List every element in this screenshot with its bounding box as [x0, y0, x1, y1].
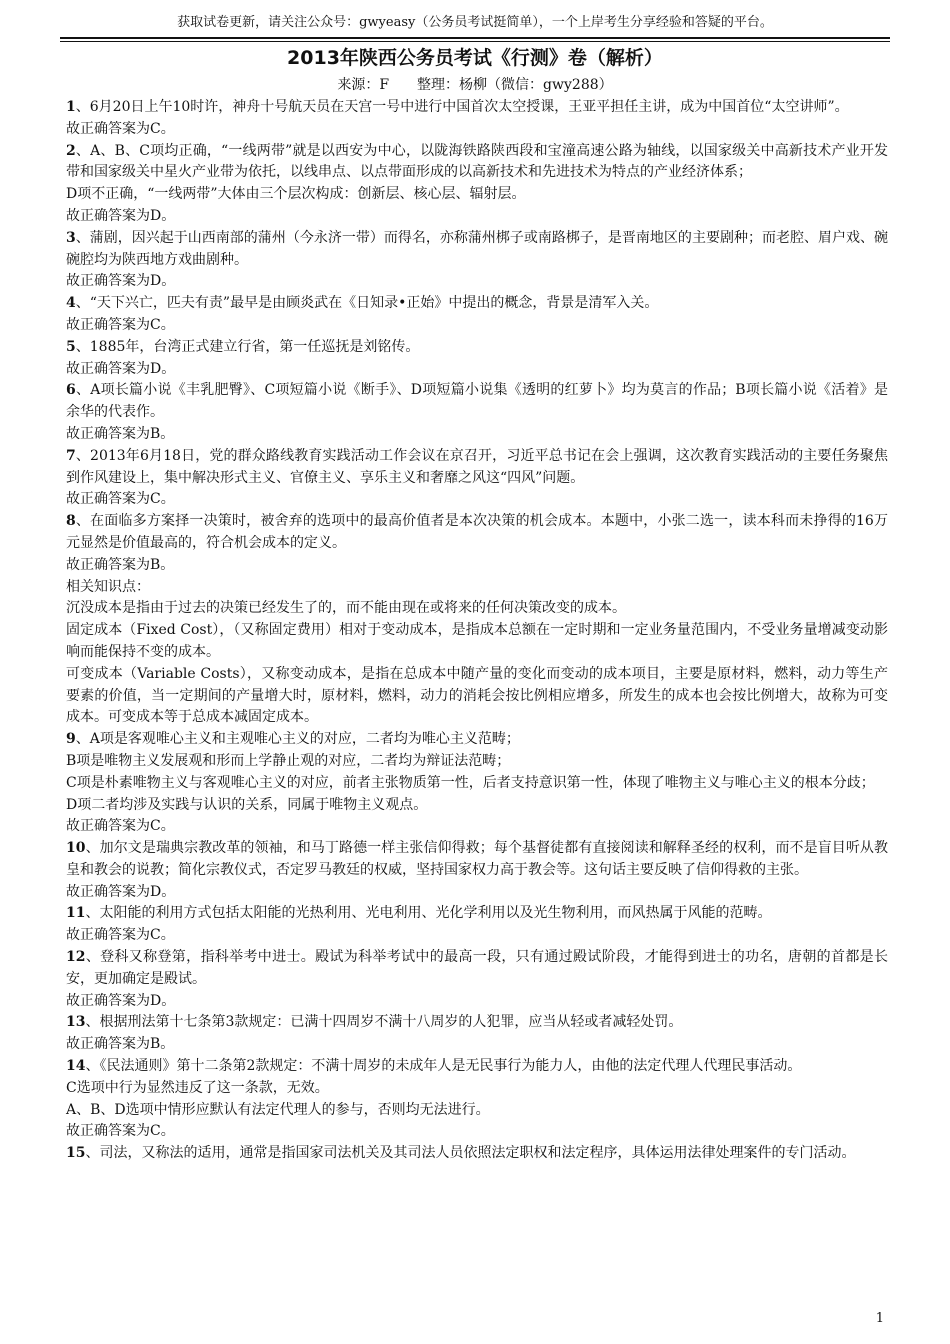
body-paragraph: [66, 991, 888, 1013]
paragraph-text: 相关知识点：: [66, 578, 150, 595]
question-number: 4: [66, 295, 76, 312]
body-paragraph: [66, 271, 888, 293]
paragraph-text: 故正确答案为B。: [66, 1036, 175, 1053]
body-paragraph: [66, 577, 888, 599]
paragraph-text: 故正确答案为C。: [66, 491, 175, 508]
paragraph-text: 、根据刑法第十七条第3款规定：已满十四周岁不满十八周岁的人犯罪，应当从轻或者减轻处罚。: [85, 1014, 683, 1031]
paragraph-text: 、司法，又称法的适用，通常是指国家司法机关及其司法人员依照法定职权和法定程序，具体运用法律处理案件的专门活动。: [85, 1145, 856, 1162]
paragraph-text: 故正确答案为D。: [66, 883, 176, 900]
question-number: 5: [66, 338, 76, 355]
body-paragraph: [66, 925, 888, 947]
document-title: 2013年陕西公务员考试《行测》卷（解析）: [287, 47, 663, 69]
paragraph-text: 、太阳能的利用方式包括太阳能的光热利用、光电利用、光化学利用以及光生物利用，而风热属于风能的范畴。: [85, 905, 772, 922]
question-paragraph: [66, 903, 888, 925]
question-paragraph: [66, 97, 888, 119]
question-number: 13: [66, 1014, 86, 1031]
paragraph-text: 故正确答案为D。: [66, 992, 176, 1009]
paragraph-text: B项是唯物主义发展观和形而上学静止观的对应，二者均为辩证法范畴；: [66, 752, 511, 769]
question-paragraph: [66, 228, 888, 272]
paragraph-text: 、“天下兴亡，匹夫有责”最早是由顾炎武在《日知录•正始》中提出的概念，背景是清军入关。: [75, 295, 659, 312]
question-number: 11: [66, 905, 86, 922]
question-paragraph: [66, 511, 888, 555]
paragraph-text: 、A、B、C项均正确，“一线两带”就是以西安为中心，以陇海铁路陕西段和宝潼高速公路为轴线，以国家级关中高新技术产业开发带和国家级关中星火产业带为依托，以线串点、以点带面形成的以高新技术和先进技术为特点的产业经济体系；: [66, 142, 888, 181]
paragraph-text: 、A项是客观唯心主义和主观唯心主义的对应，二者均为唯心主义范畴；: [75, 731, 520, 748]
paragraph-text: 可变成本（Variable Costs），又称变动成本，是指在总成本中随产量的变化而变动的成本项目，主要是原材料，燃料，动力等生产要素的价值，当一定期间的产量增大时，原材料，燃料，动力的消耗会按比例相应增多，所发生的成本也会按比例增大，故称为可变成本。可变成本等于总成本减固定成本。: [66, 665, 888, 726]
paragraph-text: 、《民法通则》第十二条第2款规定：不满十周岁的未成年人是无民事行为能力人，由他的法定代理人代理民事活动。: [85, 1058, 802, 1075]
body-paragraph: [66, 773, 888, 795]
body-paragraph: [66, 1078, 888, 1100]
body-paragraph: [66, 620, 888, 664]
question-number: 8: [66, 513, 76, 530]
question-number: 9: [66, 731, 76, 748]
question-number: 1: [66, 99, 76, 115]
paragraph-text: 固定成本（Fixed Cost），（又称固定费用）相对于变动成本，是指成本总额在一定时期和一定业务量范围内，不受业务量增减变动影响而能保持不变的成本。: [66, 622, 888, 660]
body-paragraph: [66, 206, 888, 228]
question-number: 10: [66, 840, 86, 857]
paragraph-text: 故正确答案为C。: [66, 927, 175, 944]
paragraph-text: 、在面临多方案择一决策时，被舍弃的选项中的最高价值者是本次决策的机会成本。本题中，小张二选一，读本科而未挣得的16万元显然是价值最高的，符合机会成本的定义。: [66, 513, 888, 551]
paragraph-text: A、B、D选项中情形应默认有法定代理人的参与，否则均无法进行。: [66, 1101, 490, 1118]
question-number: 15: [66, 1145, 86, 1162]
paragraph-text: 、A项长篇小说《丰乳肥臀》、C项短篇小说《断手》、D项短篇小说集《透明的红萝卜》均为莫言的作品；B项长篇小说《活着》是余华的代表作。: [66, 382, 888, 421]
question-paragraph: [66, 293, 888, 315]
page-number: 1: [875, 1311, 884, 1326]
question-paragraph: [66, 337, 888, 359]
document-body: [66, 97, 888, 1165]
body-paragraph: [66, 751, 888, 773]
header-rule-thick: [60, 37, 890, 39]
paragraph-text: D项不正确，“一线两带”大体由三个层次构成：创新层、核心层、辐射层。: [66, 186, 526, 203]
paragraph-text: C选项中行为显然违反了这一条款，无效。: [66, 1079, 329, 1096]
question-number: 3: [66, 229, 76, 246]
paragraph-text: 、2013年6月18日，党的群众路线教育实践活动工作会议在京召开，习近平总书记在会上强调，这次教育实践活动的主要任务聚焦到作风建设上，集中解决形式主义、官僚主义、享乐主义和奢靡之风这“四风”问题。: [66, 447, 888, 486]
question-number: 14: [66, 1058, 86, 1075]
body-paragraph: [66, 184, 888, 206]
paragraph-text: 、登科又称登第，指科举考中进士。殿试为科举考试中的最高一段，只有通过殿试阶段，才能得到进士的功名，唐朝的首都是长安，更加确定是殿试。: [66, 949, 888, 987]
paragraph-text: C项是朴素唯物主义与客观唯心主义的对应，前者主张物质第一性，后者支持意识第一性，体现了唯物主义与唯心主义的根本分歧；: [66, 774, 875, 791]
question-paragraph: [66, 838, 888, 882]
paragraph-text: 故正确答案为D。: [66, 360, 176, 377]
body-paragraph: [66, 664, 888, 729]
paragraph-text: 、1885年，台湾正式建立行省，第一任巡抚是刘铭传。: [75, 338, 420, 355]
question-number: 6: [66, 382, 76, 399]
header-rule-thin: [60, 41, 890, 42]
body-paragraph: [66, 598, 888, 620]
paragraph-text: 、6月20日上午10时许，神舟十号航天员在天宫一号中进行中国首次太空授课，王亚平担任主讲，成为中国首位“太空讲师”。: [75, 99, 849, 115]
body-paragraph: [66, 315, 888, 337]
body-paragraph: [66, 795, 888, 817]
body-paragraph: [66, 489, 888, 511]
body-paragraph: [66, 816, 888, 838]
question-number: 12: [66, 949, 86, 966]
paragraph-text: 故正确答案为C。: [66, 120, 175, 137]
paragraph-text: 故正确答案为B。: [66, 556, 175, 573]
question-number: 7: [66, 447, 76, 464]
question-paragraph: [66, 1056, 888, 1078]
body-paragraph: [66, 359, 888, 381]
paragraph-text: 故正确答案为C。: [66, 818, 175, 835]
paragraph-text: 、加尔文是瑞典宗教改革的领袖，和马丁路德一样主张信仰得救；每个基督徒都有直接阅读和解释圣经的权利，而不是盲目听从教皇和教会的说教；简化宗教仪式，否定罗马教廷的权威，坚持国家权力高于教会等。这句话主要反映了信仰得救的主张。: [66, 840, 888, 878]
body-paragraph: [66, 882, 888, 904]
body-paragraph: [66, 1121, 888, 1143]
paragraph-text: D项二者均涉及实践与认识的关系，同属于唯物主义观点。: [66, 796, 428, 813]
paragraph-text: 、蒲剧，因兴起于山西南部的蒲州（今永济一带）而得名，亦称蒲州梆子或南路梆子，是晋南地区的主要剧种；而老腔、眉户戏、碗碗腔均为陕西地方戏曲剧种。: [66, 229, 888, 268]
question-paragraph: [66, 141, 888, 185]
question-paragraph: [66, 947, 888, 991]
paragraph-text: 故正确答案为B。: [66, 425, 175, 442]
question-number: 2: [66, 142, 76, 159]
body-paragraph: [66, 555, 888, 577]
paragraph-text: 故正确答案为C。: [66, 1123, 175, 1140]
source-line: 来源：F 整理：杨柳（微信：gwy288）: [337, 77, 613, 93]
question-paragraph: [66, 446, 888, 490]
body-paragraph: [66, 1100, 888, 1122]
body-paragraph: [66, 1034, 888, 1056]
paragraph-text: 沉没成本是指由于过去的决策已经发生了的，而不能由现在或将来的任何决策改变的成本。: [66, 600, 626, 617]
question-paragraph: [66, 1012, 888, 1034]
body-paragraph: [66, 119, 888, 141]
body-paragraph: [66, 424, 888, 446]
question-paragraph: [66, 380, 888, 424]
header-notice: 获取试卷更新，请关注公众号：gwyeasy（公务员考试挺简单），一个上岸考生分享经验和答疑的平台。: [177, 15, 773, 30]
question-paragraph: [66, 1143, 888, 1165]
question-paragraph: [66, 729, 888, 751]
paragraph-text: 故正确答案为C。: [66, 316, 175, 333]
paragraph-text: 故正确答案为D。: [66, 207, 176, 224]
paragraph-text: 故正确答案为D。: [66, 273, 176, 290]
